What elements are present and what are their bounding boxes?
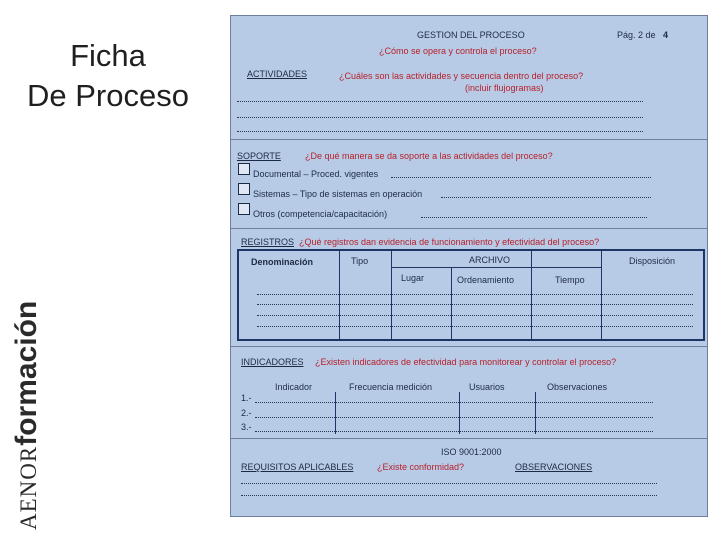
soporte-line — [441, 196, 651, 198]
observaciones-label: OBSERVACIONES — [515, 462, 593, 472]
col-frecuencia: Frecuencia medición — [349, 382, 433, 392]
page-label: Pág. 2 de — [617, 30, 656, 40]
iso-line — [241, 482, 657, 484]
slide-title-line2: De Proceso — [27, 78, 189, 113]
section-divider — [231, 139, 707, 140]
registros-question: ¿Qué registros dan evidencia de funcionamiento y efectividad del proceso? — [299, 237, 600, 247]
soporte-label: SOPORTE — [237, 151, 281, 161]
col-observaciones: Observaciones — [547, 382, 608, 392]
actividades-note: (incluir flujogramas) — [465, 83, 544, 93]
registros-line — [257, 303, 693, 305]
otros-option: Otros (competencia/capacitación) — [253, 209, 388, 219]
table-line — [335, 392, 336, 434]
indicador-row-2: 2.- — [241, 408, 252, 418]
registros-line — [257, 325, 693, 327]
col-tiempo: Tiempo — [555, 275, 585, 285]
aenor-formacion-logo — [10, 301, 44, 530]
section-divider — [231, 438, 707, 439]
soporte-question: ¿De qué manera se da soporte a las actividades del proceso? — [305, 151, 553, 161]
col-disposicion: Disposición — [629, 256, 676, 266]
col-archivo: ARCHIVO — [469, 255, 511, 265]
actividades-line — [237, 130, 643, 132]
conformidad-question: ¿Existe conformidad? — [377, 462, 465, 472]
indicador-row-3: 3.- — [241, 422, 252, 432]
indicadores-line — [255, 416, 653, 418]
slide-title-line1: Ficha — [70, 38, 146, 73]
form-title: GESTION DEL PROCESO — [417, 30, 525, 40]
header-question: ¿Cómo se opera y controla el proceso? — [379, 46, 537, 56]
registros-line — [257, 293, 693, 295]
documental-option: Documental – Proced. vigentes — [253, 169, 379, 179]
indicadores-label: INDICADORES — [241, 357, 304, 367]
col-lugar: Lugar — [401, 273, 425, 283]
actividades-line — [237, 100, 643, 102]
indicadores-line — [255, 401, 653, 403]
actividades-label: ACTIVIDADES — [247, 69, 308, 79]
col-denominacion: Denominación — [251, 257, 314, 267]
soporte-line — [421, 216, 647, 218]
iso-title: ISO 9001:2000 — [441, 447, 502, 457]
slide-title — [8, 36, 208, 116]
section-divider — [231, 346, 707, 347]
sistemas-option: Sistemas – Tipo de sistemas en operación — [253, 189, 423, 199]
registros-label: REGISTROS — [241, 237, 295, 247]
col-ordenamiento: Ordenamiento — [457, 275, 515, 285]
indicadores-line — [255, 430, 653, 432]
otros-checkbox[interactable] — [238, 203, 250, 215]
registros-line — [257, 314, 693, 316]
col-indicador: Indicador — [275, 382, 313, 392]
col-usuarios: Usuarios — [469, 382, 505, 392]
indicadores-question: ¿Existen indicadores de efectividad para monitorear y controlar el proceso? — [315, 357, 617, 367]
sistemas-checkbox[interactable] — [238, 183, 250, 195]
iso-line — [241, 494, 657, 496]
soporte-line — [391, 176, 651, 178]
indicador-row-1: 1.- — [241, 393, 252, 403]
documental-checkbox[interactable] — [238, 163, 250, 175]
brand-formacion: formación — [10, 300, 43, 446]
table-line — [535, 392, 536, 434]
table-line — [459, 392, 460, 434]
actividades-question: ¿Cuáles son las actividades y secuencia dentro del proceso? — [339, 71, 584, 81]
table-line — [391, 267, 601, 268]
requisitos-label: REQUISITOS APLICABLES — [241, 462, 354, 472]
col-tipo: Tipo — [351, 256, 369, 266]
brand-aenor: AENOR — [16, 445, 41, 530]
section-divider — [231, 228, 707, 229]
process-form — [230, 15, 708, 517]
actividades-line — [237, 116, 643, 118]
page-number: 4 — [663, 30, 669, 40]
